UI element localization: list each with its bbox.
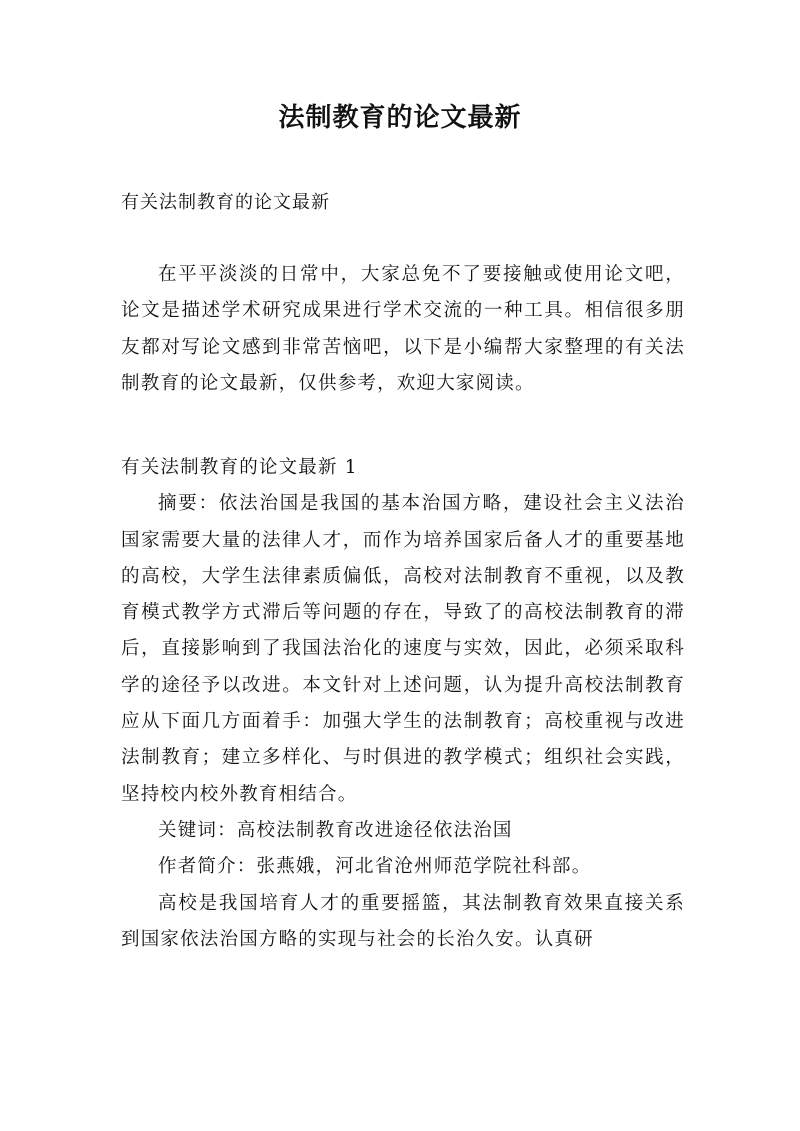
keywords-paragraph: 关键词：高校法制教育改进途径依法治国 — [158, 819, 513, 841]
article-section-1 — [121, 450, 685, 958]
intro-section — [121, 257, 685, 402]
section-heading: 有关法制教育的论文最新 1 — [121, 457, 358, 478]
body-paragraph: 高校是我国培育人才的重要摇篮，其法制教育效果直接关系到国家依法治国方略的实现与社会的长治久安。认真研 — [121, 892, 685, 950]
intro-paragraph: 在平平淡淡的日常中，大家总免不了要接触或使用论文吧，论文是描述学术研究成果进行学术交流的一种工具。相信很多朋友都对写论文感到非常苦恼吧，以下是小编帮大家整理的有关法制教育的论文最新，仅供参考，欢迎大家阅读。 — [121, 264, 685, 394]
document-title: 法制教育的论文最新 — [278, 103, 522, 133]
document-subtitle: 有关法制教育的论文最新 — [121, 192, 330, 213]
author-paragraph: 作者简介：张燕娥，河北省沧州师范学院社科部。 — [158, 856, 592, 878]
abstract-paragraph: 摘要：依法治国是我国的基本治国方略，建设社会主义法治国家需要大量的法律人才，而作为培养国家后备人才的重要基地的高校，大学生法律素质偏低，高校对法制教育不重视，以及教育模式教学方式滞后等问题的存在，导致了的高校法制教育的滞后，直接影响到了我国法治化的速度与实效，因此，必须采取科学的途径予以改进。本文针对上述问题，认为提升高校法制教育应从下面几方面着手：加强大学生的法制教育；高校重视与改进法制教育；建立多样化、与时俱进的教学模式；组织社会实践，坚持校内校外教育相结合。 — [121, 493, 685, 805]
